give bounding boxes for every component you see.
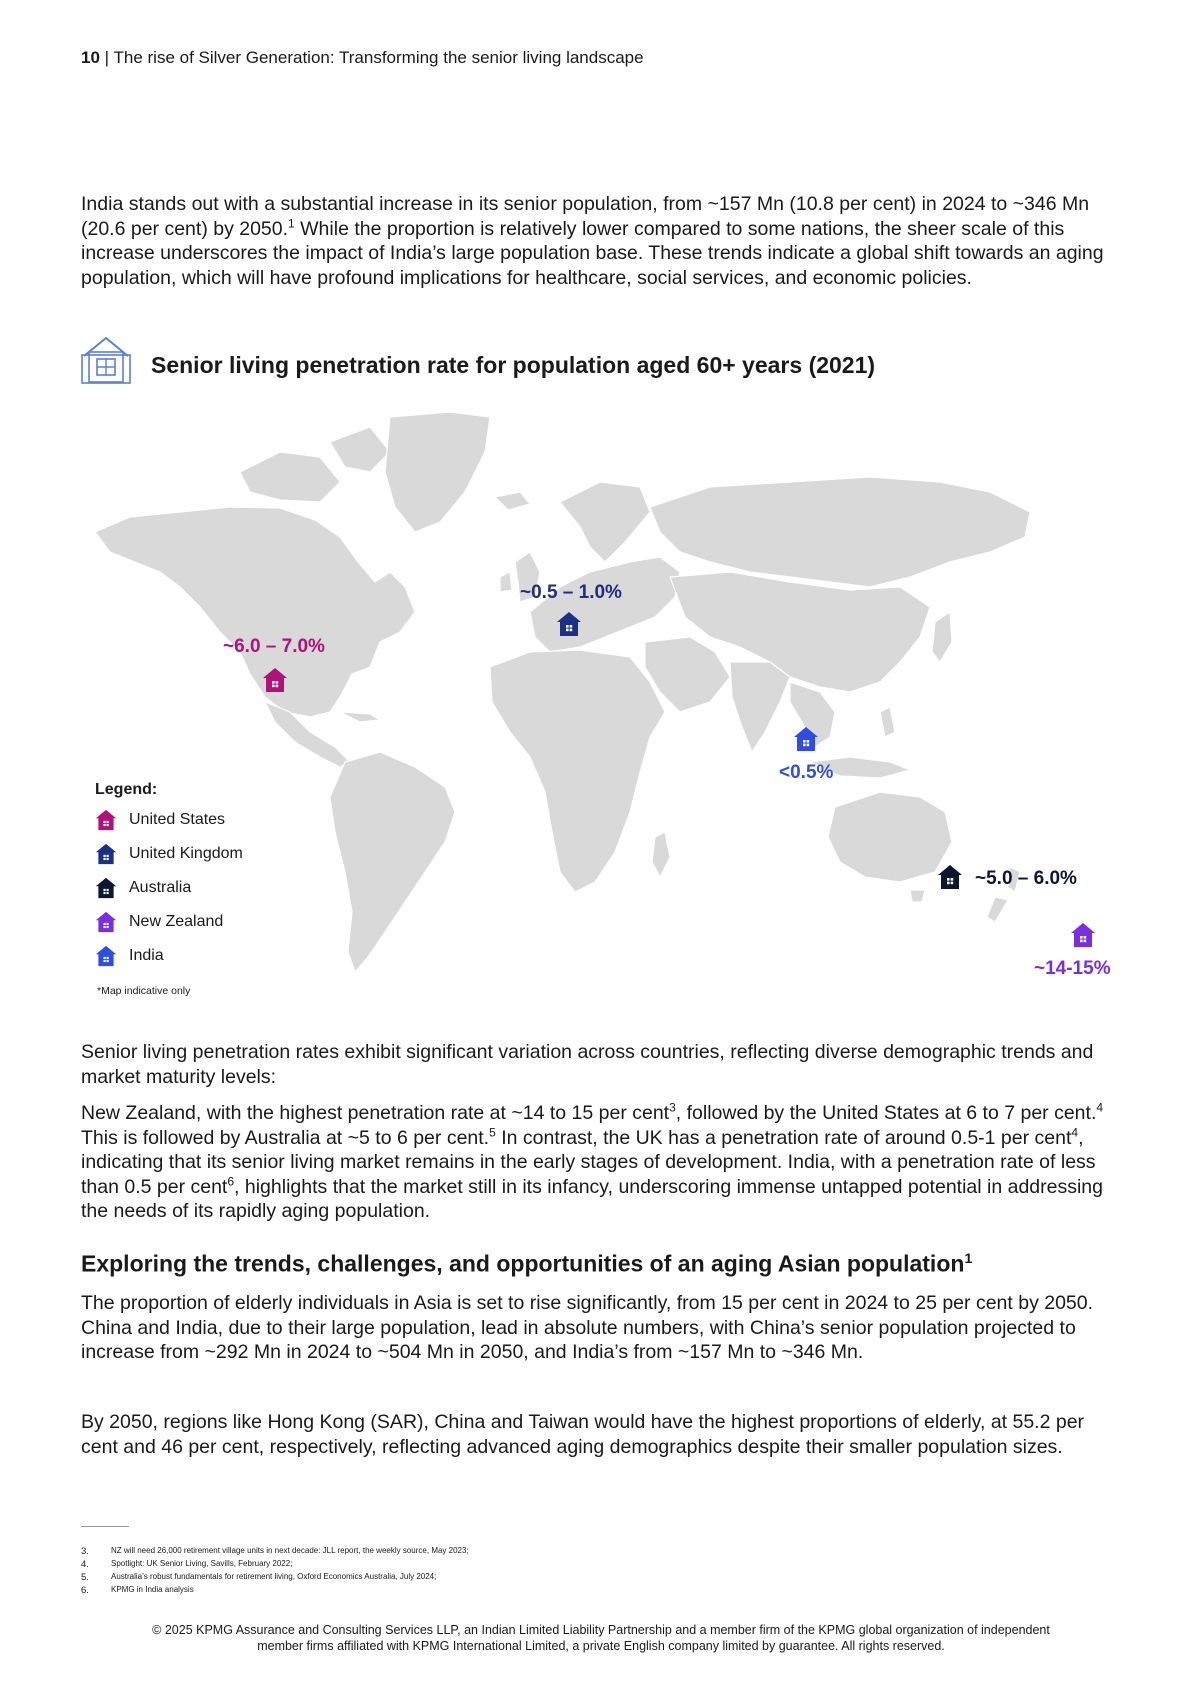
intro-paragraph [81, 192, 1121, 290]
house-marker-australia-icon [937, 864, 963, 890]
footer-line-1: © 2025 KPMG Assurance and Consulting Services LLP, an Indian Limited Liability Partnership and a member firm of the KPMG global organization of independent [152, 1623, 1050, 1637]
map-note: *Map indicative only [97, 985, 191, 997]
house-marker-uk-icon [556, 611, 582, 637]
house-legend-australia-icon [95, 877, 117, 899]
intro-footnote-ref: 1 [288, 216, 295, 230]
footnote-item [81, 1585, 194, 1596]
house-marker-india-icon [793, 726, 819, 752]
footnote-ref: 5 [489, 1125, 496, 1139]
world-map [90, 412, 1125, 997]
map-landmass [95, 412, 1030, 972]
house-legend-india-icon [95, 945, 117, 967]
map-section-title: Senior living penetration rate for population aged 60+ years (2021) [151, 352, 876, 378]
house-marker-nz-icon [1070, 922, 1096, 948]
callout-nz-rate: ~14-15% [1034, 958, 1111, 979]
footnote-number: 5. [81, 1572, 89, 1583]
header-title: The rise of Silver Generation: Transforming the senior living landscape [113, 48, 644, 67]
legend-item-australia [95, 875, 191, 901]
footnote-item [81, 1559, 292, 1570]
footnote-text: KPMG in India analysis [111, 1585, 194, 1594]
legend-item-india [95, 943, 164, 969]
variation-intro: Senior living penetration rates exhibit significant variation across countries, reflecting diverse demographic trends and market maturity levels: [81, 1041, 1094, 1088]
legend-label: Australia [129, 879, 192, 896]
variation-paragraph [81, 1101, 1121, 1224]
footnote-text: Spotlight: UK Senior Living, Savills, February 2022; [111, 1559, 293, 1568]
callout-uk-rate: ~0.5 – 1.0% [520, 582, 622, 603]
asia-heading [81, 1250, 972, 1278]
house-marker-us-icon [262, 667, 288, 693]
footer-line-2: member firms affiliated with KPMG International Limited, a private English company limited by guarantee. All rights reserved. [257, 1639, 945, 1653]
footnote-number: 4. [81, 1559, 89, 1570]
legend-item-us [95, 807, 225, 833]
page-header [81, 48, 644, 68]
intro-text-b: While the proportion is relatively lower compared to some nations, the sheer scale of this increase underscores the impact of India’s large population base. These trends indicate a global shift towards an aging population, which will have profound implications for healthcare, social services, and economic policies. [81, 217, 1104, 289]
variation-text: , followed by the United States at 6 to 7 per cent. [675, 1102, 1097, 1124]
variation-text: , indicating that its senior living market remains in the early stages of development. India, with a penetration rate of less than 0.5 per cent [81, 1126, 1096, 1198]
copyright-footer [81, 1622, 1121, 1654]
callout-australia-rate: ~5.0 – 6.0% [975, 868, 1077, 889]
legend-label: New Zealand [129, 913, 224, 930]
variation-text: In contrast, the UK has a penetration rate of around 0.5-1 per cent [495, 1126, 1072, 1149]
footnote-ref: 6 [227, 1174, 235, 1188]
footnote-item [81, 1546, 469, 1557]
variation-text: New Zealand, with the highest penetration rate at ~14 to 15 per cent [81, 1102, 670, 1124]
house-outline-icon [80, 334, 132, 386]
house-legend-us-icon [95, 809, 117, 831]
footnote-ref: 3 [669, 1100, 676, 1115]
footnote-ref: 4 [1071, 1125, 1079, 1139]
variation-text: , highlights that the market still in its infancy, underscoring immense untapped potential in addressing the needs of its rapidly aging population. [81, 1175, 1103, 1222]
asia-paragraph-2: By 2050, regions like Hong Kong (SAR), China and Taiwan would have the highest proportions of elderly, at 55.2 per cent and 46 per cent, respectively, reflecting advanced aging demographics despite their smaller population sizes. [81, 1411, 1085, 1458]
footnote-text: Australia’s robust fundamentals for retirement living, Oxford Economics Australia, July 2024; [111, 1572, 437, 1581]
legend-label: United Kingdom [129, 845, 243, 862]
asia-paragraph-1: The proportion of elderly individuals in Asia is set to rise significantly, from 15 per cent in 2024 to 25 per cent by 2050. China and India, due to their large population, lead in absolute numbers, with China’s senior population projected to increase from ~292 Mn in 2024 to ~504 Mn in 2050, and India’s from ~157 Mn to ~346 Mn. [81, 1292, 1094, 1363]
header-separator: | [99, 48, 114, 67]
asia-heading-text: Exploring the trends, challenges, and opportunities of an aging Asian population [81, 1250, 965, 1277]
legend-title: Legend: [95, 781, 158, 798]
footnote-number: 6. [81, 1585, 89, 1596]
footnote-divider [81, 1526, 129, 1527]
house-legend-nz-icon [95, 911, 117, 933]
footnote-text: NZ will need 26,000 retirement village units in next decade: JLL report, the weekly source, May 2023; [111, 1546, 469, 1555]
variation-text: This is followed by Australia at ~5 to 6 per cent. [81, 1126, 490, 1149]
legend-item-uk [95, 841, 243, 867]
legend-item-nz [95, 909, 223, 935]
legend-label: India [129, 947, 164, 964]
house-legend-uk-icon [95, 843, 117, 865]
intro-text-a: India stands out with a substantial increase in its senior population, from ~157 Mn (10.8 per cent) in 2024 to ~346 Mn (20.6 per cent) by 2050. [81, 193, 1090, 240]
callout-us-rate: ~6.0 – 7.0% [223, 636, 325, 657]
footnote-ref: 1 [964, 1250, 973, 1266]
page-number: 10 [81, 48, 100, 67]
callout-india-rate: <0.5% [779, 762, 834, 783]
footnote-number: 3. [81, 1546, 89, 1557]
footnote-item [81, 1572, 436, 1583]
legend-label: United States [129, 811, 226, 828]
footnote-ref: 4 [1096, 1100, 1104, 1115]
